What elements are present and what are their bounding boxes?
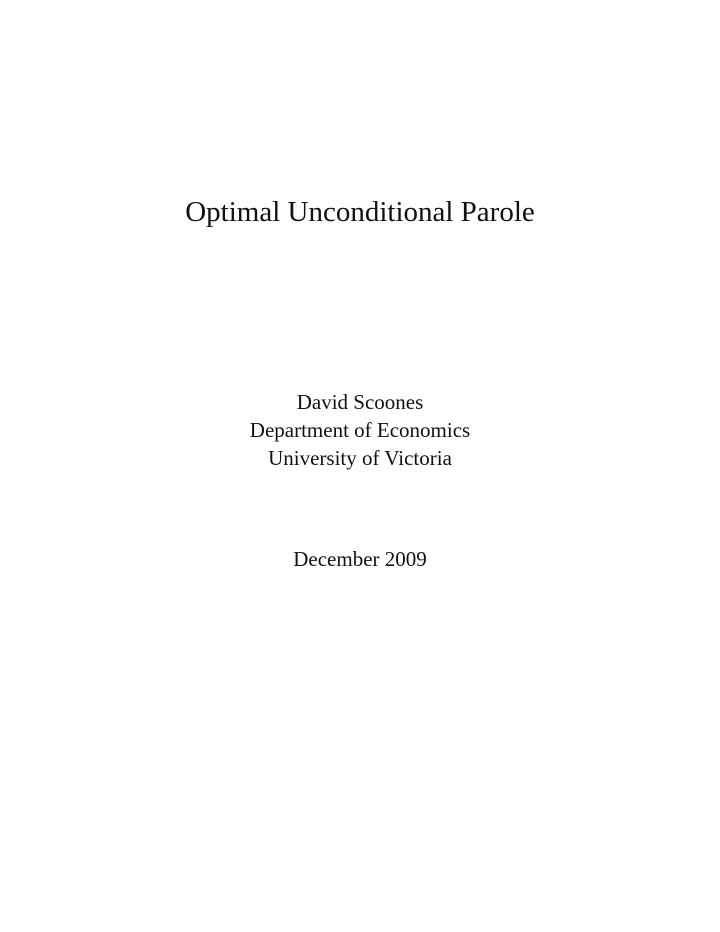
author-institution: University of Victoria [268,446,452,470]
publication-date: December 2009 [293,547,427,571]
author-department: Department of Economics [249,418,471,442]
author-block [0,388,720,472]
author-name: David Scoones [296,390,424,414]
paper-title: Optimal Unconditional Parole [185,196,535,228]
